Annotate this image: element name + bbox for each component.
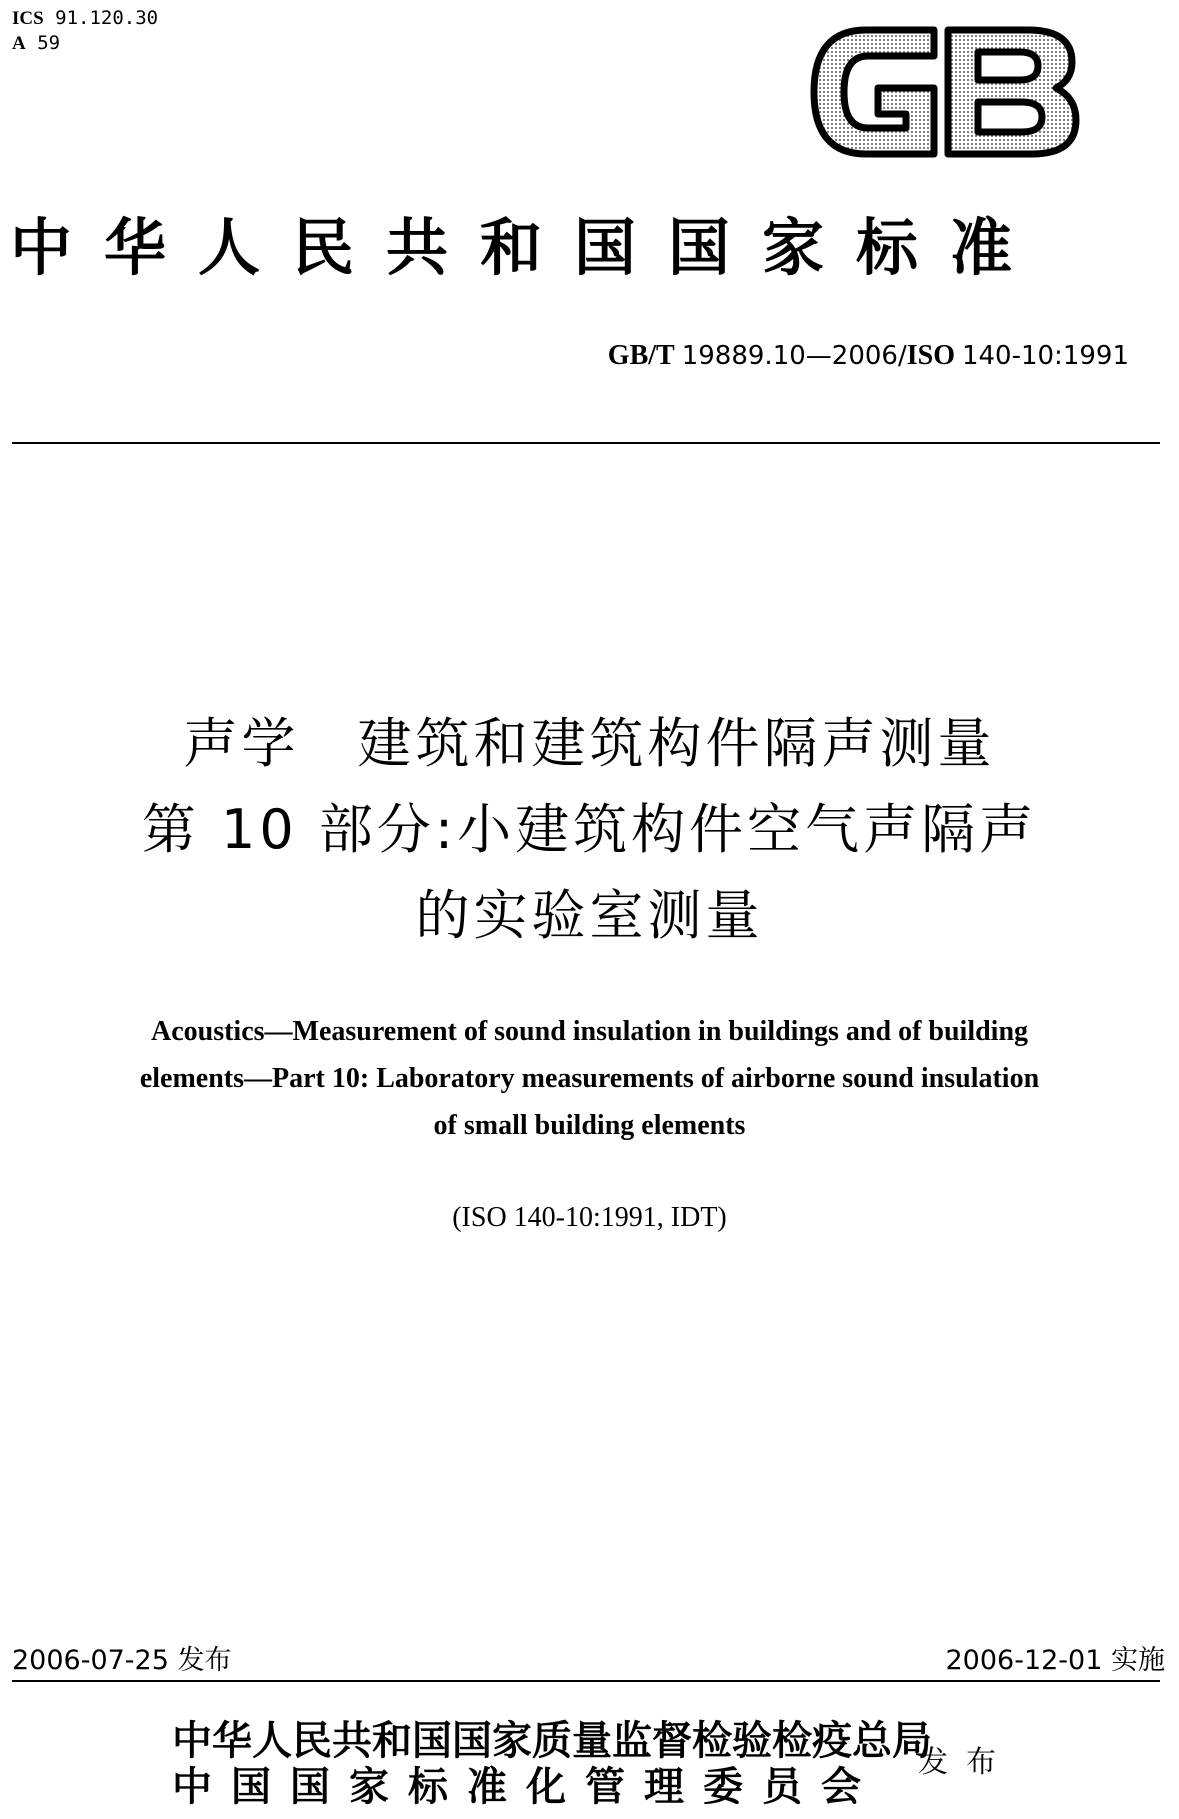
- gb-logo: [806, 22, 1082, 162]
- header-divider: [12, 442, 1160, 444]
- title-en-line2: elements—Part 10: Laboratory measurements of airborne sound insulation: [139, 1063, 1040, 1094]
- issue-label: 发布: [918, 1745, 1014, 1780]
- international-equivalence: (ISO 140-10:1991, IDT): [452, 1202, 727, 1233]
- issuer-sac: 中国国家标准化管理委员会: [172, 1763, 880, 1810]
- national-standard-title: 中华人民共和国国家标准: [10, 211, 1045, 284]
- standard-number: GB/T 19889.10—2006/ISO 140-10:1991: [607, 340, 1129, 371]
- classification-codes: [12, 6, 158, 56]
- issuer-aqsiq: 中华人民共和国国家质量监督检验检疫总局: [172, 1717, 932, 1764]
- title-zh-line2: 第 10 部分:小建筑构件空气声隔声: [141, 798, 1038, 861]
- title-en-line3: of small building elements: [433, 1110, 746, 1141]
- implementation-date: 2006-12-01 实施: [945, 1645, 1165, 1676]
- title-zh-line1: 声学 建筑和建筑构件隔声测量: [183, 712, 996, 775]
- ccs-code: A 59: [12, 32, 61, 54]
- title-en-line1: Acoustics—Measurement of sound insulation in buildings and of building: [150, 1016, 1029, 1047]
- ics-code: ICS 91.120.30: [12, 7, 159, 29]
- title-zh-line3: 的实验室测量: [415, 884, 764, 947]
- issue-date: 2006-07-25 发布: [12, 1645, 232, 1676]
- footer-divider: [12, 1680, 1160, 1682]
